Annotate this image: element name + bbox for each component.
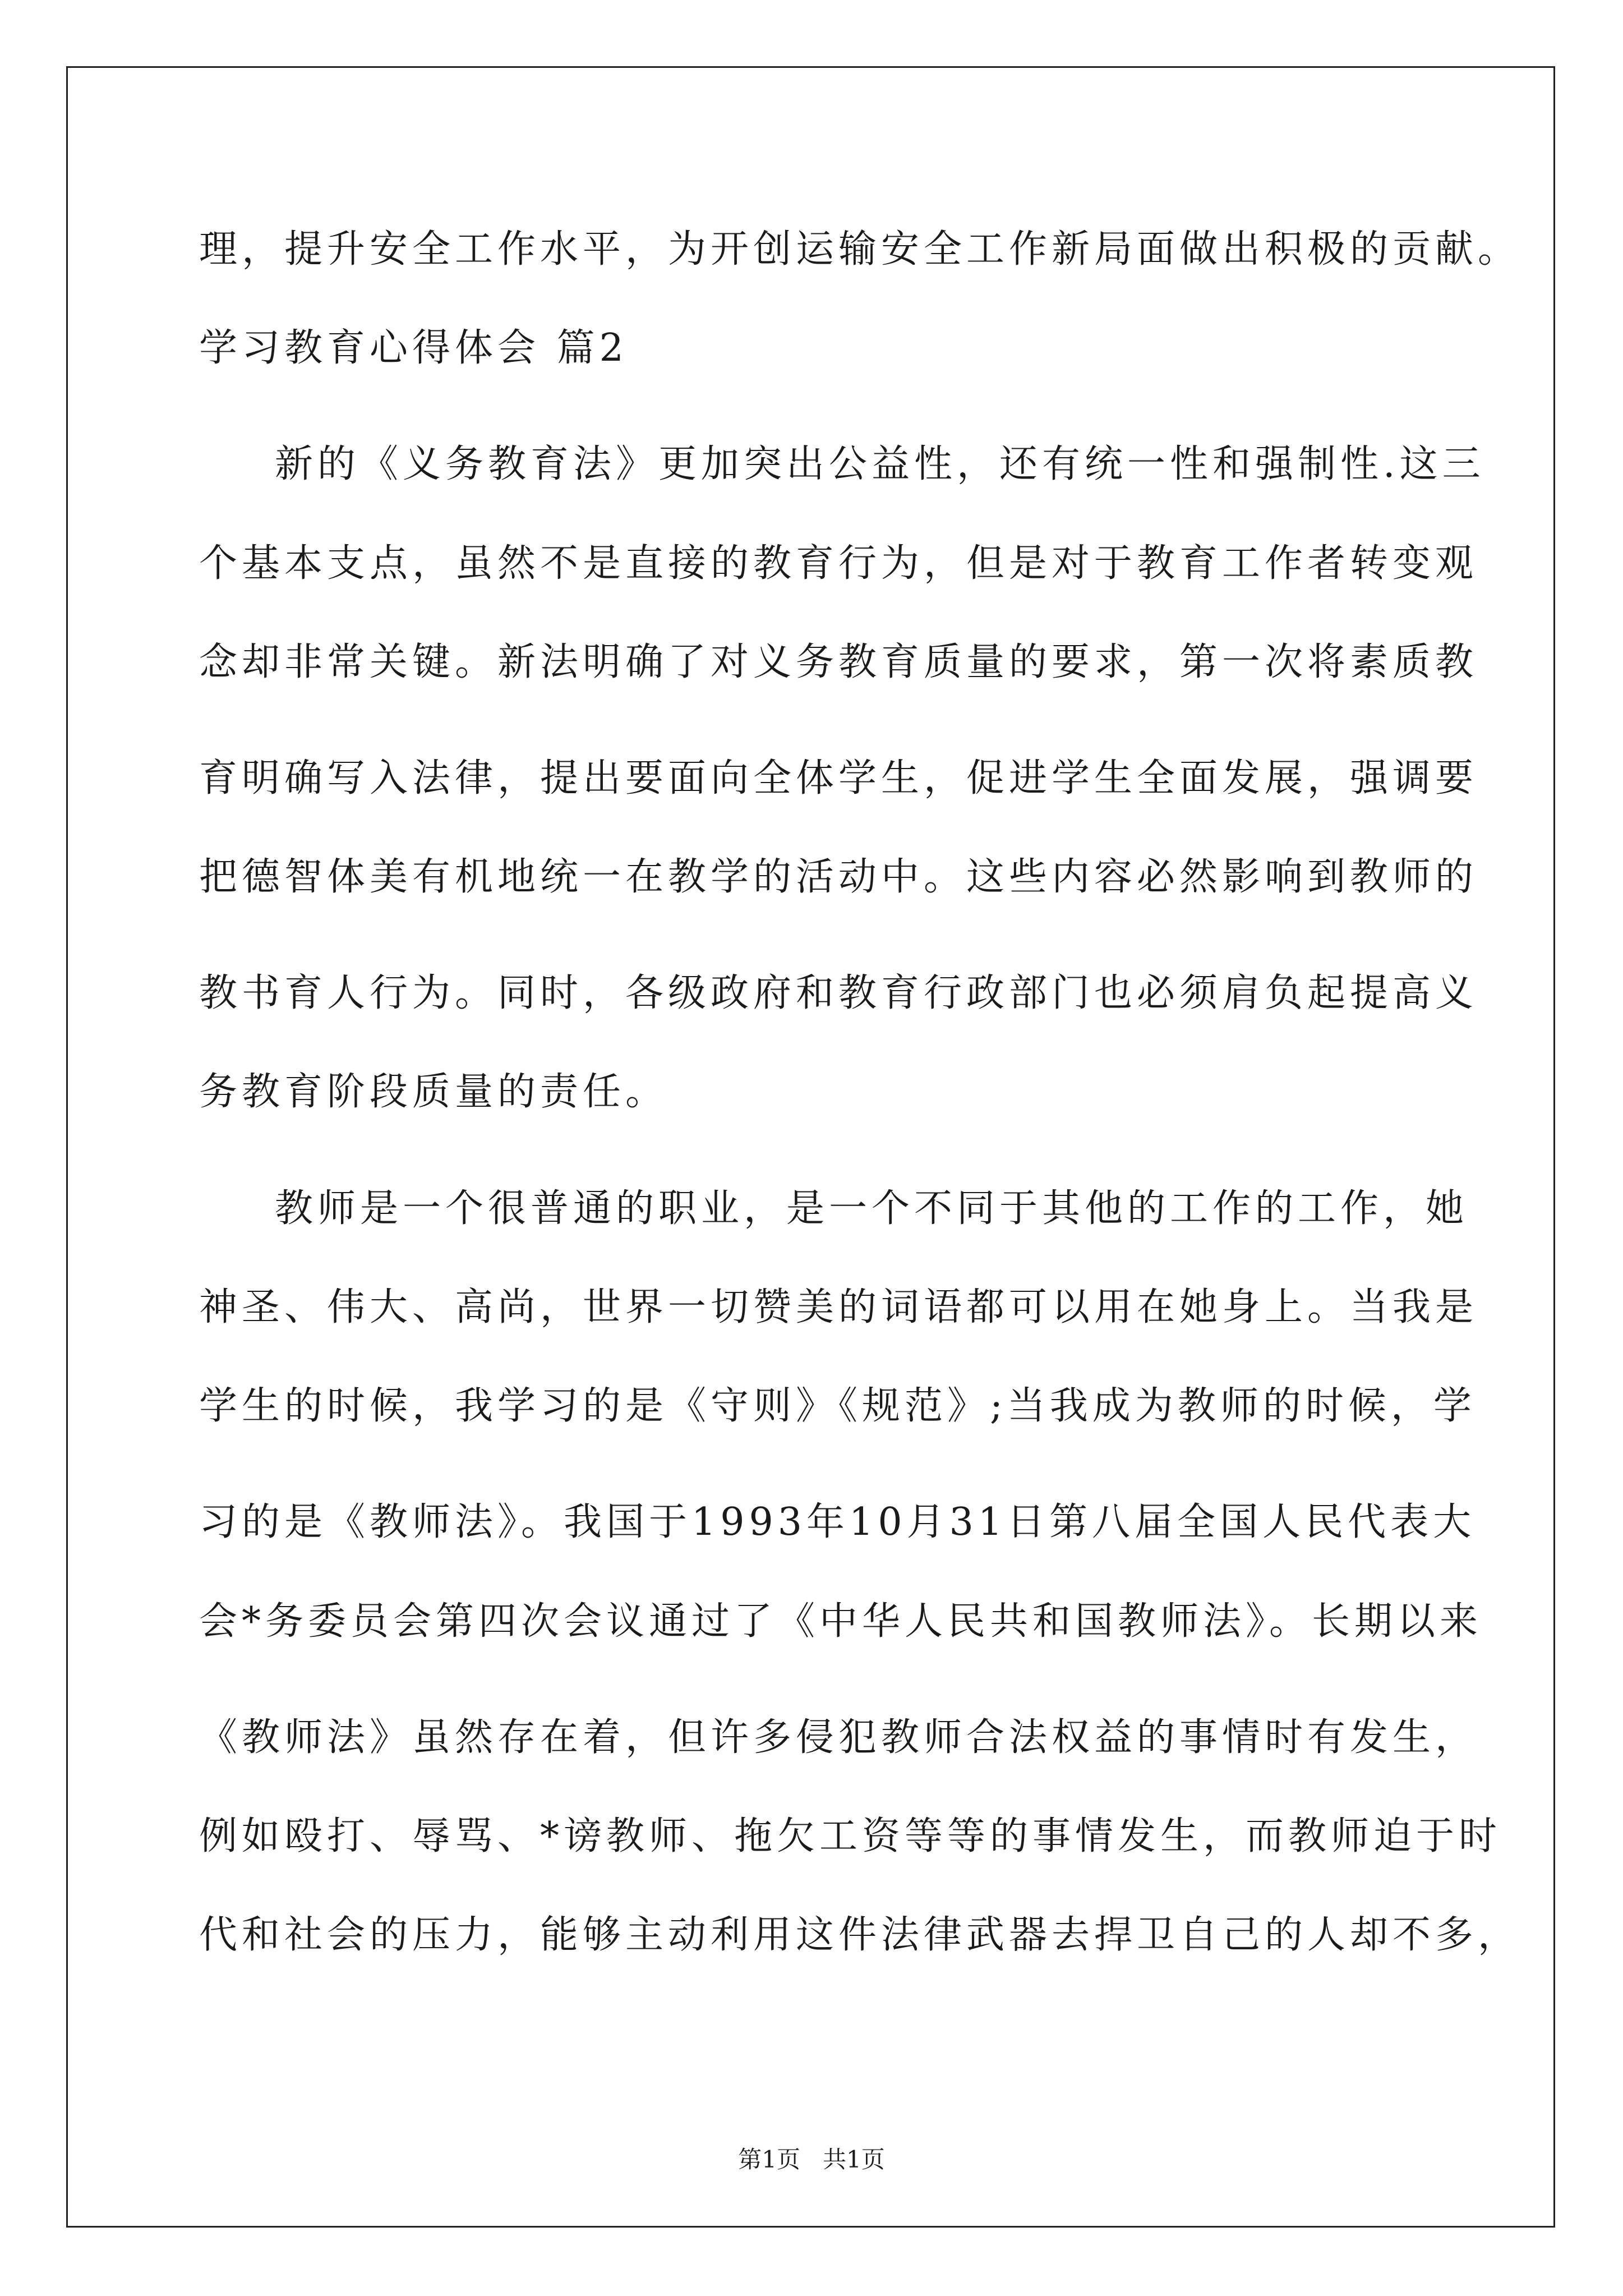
text-line-4: 个基本支点，虽然不是直接的教育行为，但是对于教育工作者转变观 bbox=[199, 541, 1478, 586]
text-line-15: 《教师法》虽然存在着，但许多侵犯教师合法权益的事情时有发生， bbox=[199, 1715, 1478, 1760]
text-line-6: 育明确写入法律，提出要面向全体学生，促进学生全面发展，强调要 bbox=[199, 756, 1478, 800]
page-border bbox=[66, 66, 1555, 2228]
text-line-10: 教师是一个很普通的职业，是一个不同于其他的工作的工作，她 bbox=[275, 1186, 1469, 1231]
text-line-14: 会*务委员会第四次会议通过了《中华人民共和国教师法》。长期以来 bbox=[199, 1599, 1483, 1644]
text-line-17: 代和社会的压力，能够主动利用这件法律武器去捍卫自己的人却不多， bbox=[199, 1913, 1521, 1957]
text-line-11: 神圣、伟大、高尚，世界一切赞美的词语都可以用在她身上。当我是 bbox=[199, 1285, 1478, 1329]
text-line-12: 学生的时候，我学习的是《守则》《规范》;当我成为教师的时候，学 bbox=[199, 1384, 1476, 1428]
text-line-5: 念却非常关键。新法明确了对义务教育质量的要求，第一次将素质教 bbox=[199, 640, 1478, 684]
section-heading: 学习教育心得体会 篇2 bbox=[199, 326, 628, 370]
text-line-9: 务教育阶段质量的责任。 bbox=[199, 1070, 668, 1114]
text-line-7: 把德智体美有机地统一在教学的活动中。这些内容必然影响到教师的 bbox=[199, 855, 1478, 899]
text-line-8: 教书育人行为。同时，各级政府和教育行政部门也必须肩负起提高义 bbox=[199, 971, 1478, 1015]
page-number-footer: 第1页 共1页 bbox=[738, 2146, 885, 2173]
text-line-3: 新的《义务教育法》更加突出公益性，还有统一性和强制性.这三 bbox=[275, 442, 1485, 486]
text-line-16: 例如殴打、辱骂、*谤教师、拖欠工资等等的事情发生，而教师迫于时 bbox=[199, 1814, 1502, 1858]
text-line-13: 习的是《教师法》。我国于1993年10月31日第八届全国人民代表大 bbox=[199, 1500, 1476, 1544]
text-line-1: 理，提升安全工作水平，为开创运输安全工作新局面做出积极的贡献。 bbox=[199, 227, 1521, 272]
